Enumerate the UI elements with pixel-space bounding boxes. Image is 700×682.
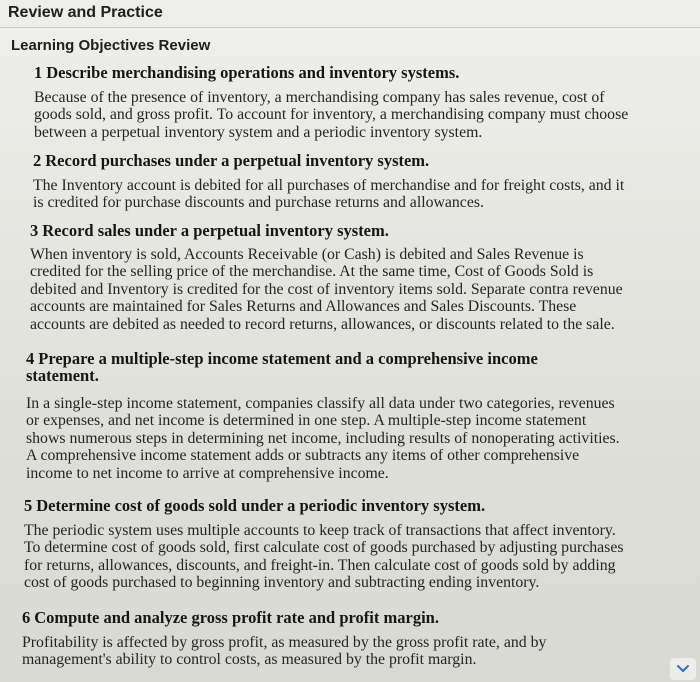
body-line: A comprehensive income statement adds or subtracts any items of other comprehensive: [26, 447, 580, 465]
objective-5: [24, 497, 692, 592]
body-line: In a single-step income statement, companies classify all data under two categories, revenues: [26, 395, 615, 412]
objective-2: [33, 152, 683, 212]
body-line: accounts are debited as needed to record returns, allowances, or discounts related to the sale.: [30, 315, 615, 333]
objective-heading: [22, 609, 682, 626]
body-line: management's ability to control costs, as measured by the profit margin.: [22, 651, 477, 669]
objective-heading: [24, 497, 692, 514]
objective-heading-continued: statement.: [26, 366, 99, 385]
body-line: income to net income to arrive at comprehensive income.: [26, 464, 389, 482]
header-bar: [0, 0, 700, 28]
objective-heading-text: Determine cost of goods sold under a periodic inventory system.: [36, 496, 486, 515]
objective-body: [33, 177, 683, 212]
body-line: cost of goods purchased to beginning inventory and subtracting ending inventory.: [24, 574, 540, 592]
body-line: When inventory is sold, Accounts Receivable (or Cash) is debited and Sales Revenue is: [30, 246, 584, 263]
objective-body: [24, 522, 692, 592]
objective-6: [22, 609, 682, 669]
body-line: The Inventory account is debited for all purchases of merchandise and for freight costs, and it: [33, 177, 625, 194]
objective-body: [26, 395, 691, 482]
section-title: Learning Objectives Review: [11, 37, 211, 54]
objective-heading: [26, 350, 691, 367]
body-line: credited for the selling price of the merchandise. At the same time, Cost of Goods Sold is: [30, 263, 594, 281]
objective-body: [30, 246, 690, 333]
objective-heading: [33, 152, 683, 169]
body-line: shows numerous steps in determining net income, including results of nonoperating activities.: [26, 429, 620, 447]
objective-heading-text: Prepare a multiple-step income statement and a comprehensive income: [38, 349, 538, 368]
objective-heading-text: Record purchases under a perpetual inventory system.: [45, 151, 430, 170]
objective-heading-text: Record sales under a perpetual inventory system.: [42, 221, 389, 240]
body-line: between a perpetual inventory system and a periodic inventory system.: [34, 123, 483, 141]
body-line: Profitability is affected by gross profit, as measured by the gross profit rate, and by: [22, 634, 547, 651]
body-line: Because of the presence of inventory, a merchandising company has sales revenue, cost of: [34, 89, 605, 106]
objective-heading-text: Compute and analyze gross profit rate and profit margin.: [34, 608, 439, 627]
body-line: To determine cost of goods sold, first calculate cost of goods purchased by adjusting purchases: [24, 539, 624, 557]
objective-number: 5: [24, 496, 33, 515]
objective-1: [34, 64, 684, 141]
objective-number: 6: [22, 608, 31, 627]
page-title: Review and Practice: [8, 4, 163, 21]
body-line: or expenses, and net income is determined in one step. A multiple-step income statement: [26, 412, 587, 430]
body-line: goods sold, and gross profit. To account for inventory, a merchandising company must choose: [34, 106, 629, 124]
objective-number: 3: [30, 221, 39, 240]
objective-body: [34, 89, 684, 141]
objective-heading: [34, 64, 684, 81]
body-line: for returns, allowances, discounts, and freight-in. Then calculate cost of goods sold by adding: [24, 556, 616, 574]
body-line: debited and Inventory is credited for the cost of inventory items sold. Separate contra revenue: [30, 280, 623, 298]
objective-body: [22, 634, 682, 669]
chevron-down-icon: [676, 664, 690, 674]
objective-heading: [30, 222, 690, 239]
scroll-down-button[interactable]: [670, 658, 696, 680]
objective-number: 2: [33, 151, 42, 170]
objective-3: [30, 222, 690, 333]
objective-number: 4: [26, 349, 35, 368]
body-line: is credited for purchase discounts and purchase returns and allowances.: [33, 194, 484, 212]
objective-number: 1: [34, 63, 43, 82]
objective-4: [26, 350, 691, 482]
objective-heading-text: Describe merchandising operations and inventory systems.: [46, 63, 460, 82]
body-line: The periodic system uses multiple accounts to keep track of transactions that affect inventory.: [24, 522, 616, 539]
body-line: accounts are maintained for Sales Returns and Allowances and Sales Discounts. These: [30, 298, 577, 316]
